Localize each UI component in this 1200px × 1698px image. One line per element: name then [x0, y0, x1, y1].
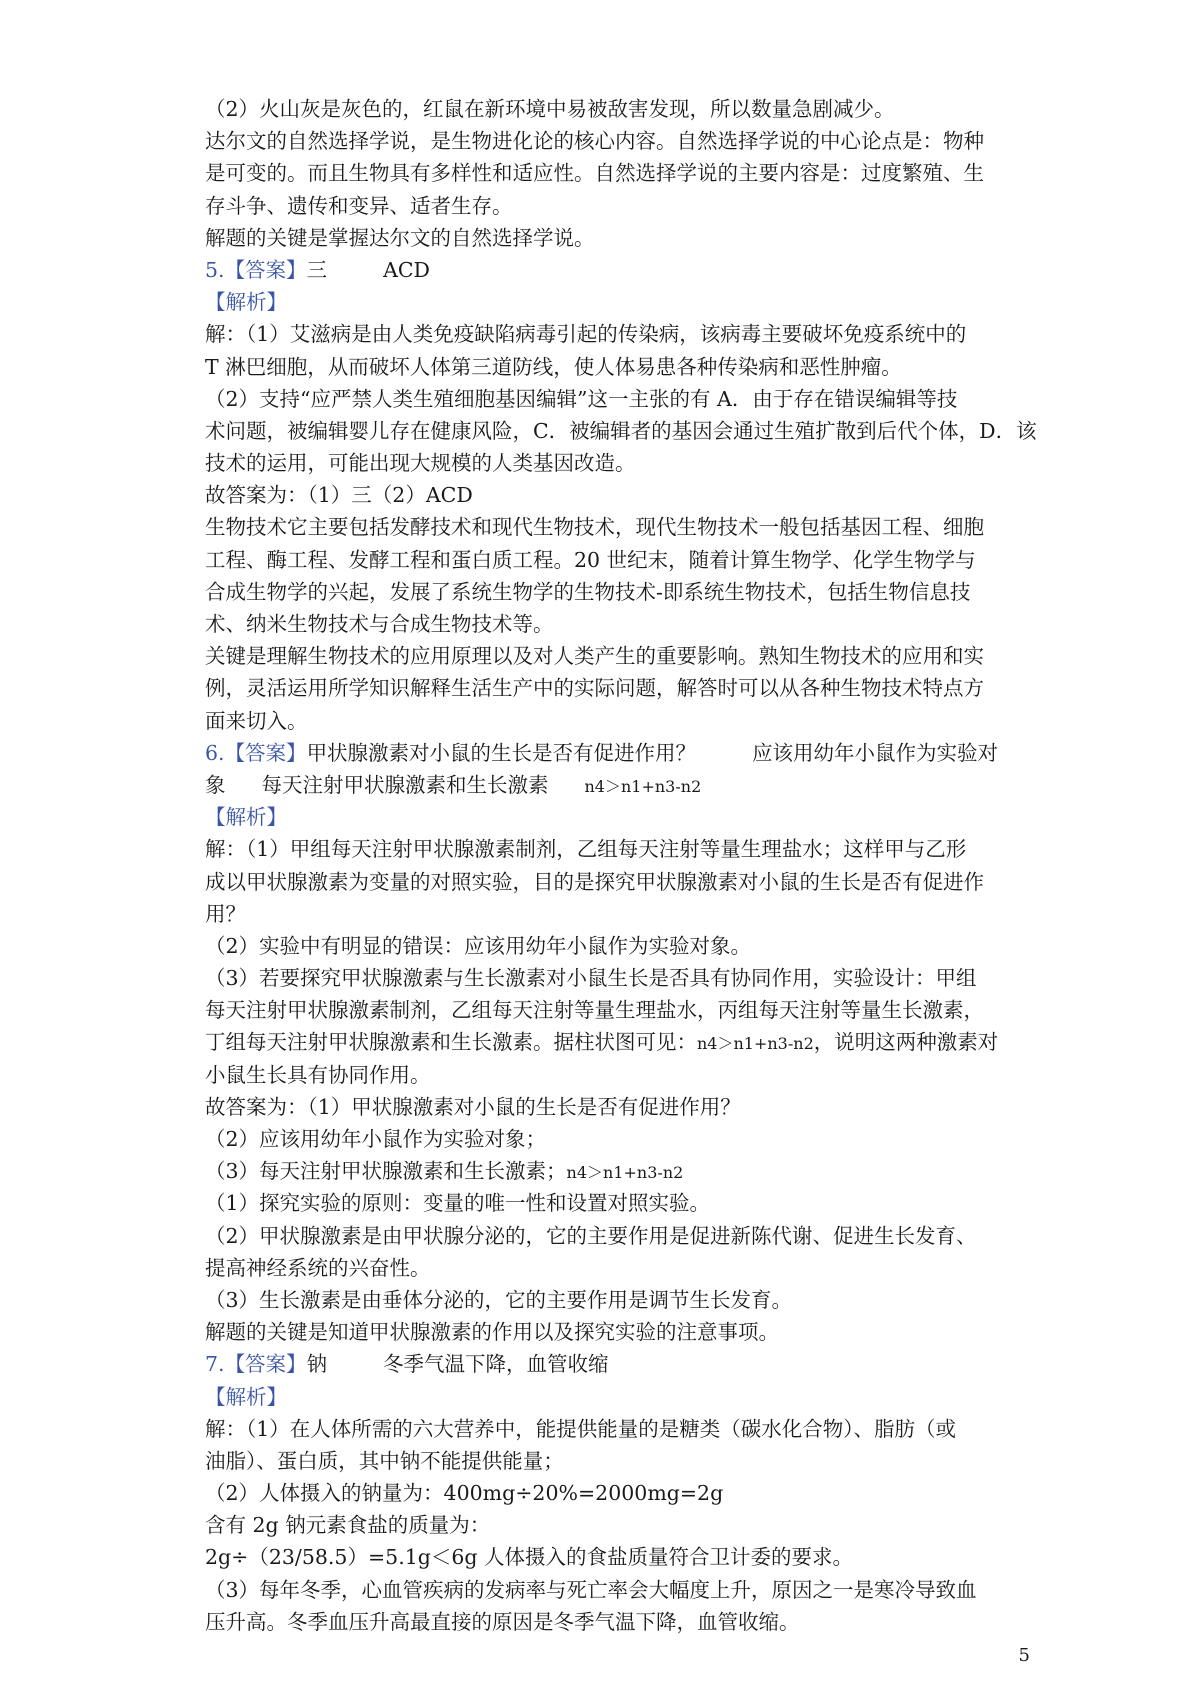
- q7-line-7: 压升高。冬季血压升高最直接的原因是冬季气温下降，血管收缩。: [205, 1609, 800, 1634]
- q5-answer-1: 三: [306, 257, 328, 282]
- q6-answer-tag: 【答案】: [224, 740, 307, 765]
- q6-answer-3: 每天注射甲状腺激素和生长激素: [261, 772, 549, 797]
- q7-analysis-tag: 【解析】: [205, 1384, 287, 1409]
- q5-analysis-tag: 【解析】: [205, 290, 287, 315]
- q5-line-13: 面来切入。: [205, 708, 308, 733]
- q4-line-1: （2）火山灰是灰色的，红鼠在新环境中易被敌害发现，所以数量急剧减少。: [205, 97, 895, 121]
- q5-line-1: 解：（1）艾滋病是由人类免疫缺陷病毒引起的传染病，该病毒主要破坏免疫系统中的: [205, 322, 967, 347]
- q5-line-8: 工程、酶工程、发酵工程和蛋白质工程。20 世纪末，随着计算生物学、化学生物学与: [205, 547, 976, 572]
- q7-line-6: （3）每年冬季，心血管疾病的发病率与死亡率会大幅度上升，原因之一是寒冷导致血: [205, 1577, 977, 1602]
- q6-line-5: （3）若要探究甲状腺激素与生长激素对小鼠生长是否具有协同作用，实验设计：甲组: [205, 966, 977, 991]
- q7-line-5: 2g÷（23/58.5）=5.1g＜6g 人体摄入的食盐质量符合卫计委的要求。: [205, 1545, 854, 1570]
- q6-line-11a: （3）每天注射甲状腺激素和生长激素；: [205, 1159, 567, 1184]
- q6-number: 6.: [205, 740, 225, 765]
- q5-line-5: 技术的运用，可能出现大规模的人类基因改造。: [205, 451, 636, 476]
- q4-line-3: 是可变的。而且生物具有多样性和适应性。自然选择学说的主要内容是：过度繁殖、生: [205, 161, 984, 186]
- q6-line-7a: 丁组每天注射甲状腺激素和生长激素。据柱状图可见：: [205, 1030, 697, 1055]
- q6-answer-line-2: [205, 769, 1020, 801]
- q7-answer-1: 钠: [306, 1352, 328, 1377]
- q5-answer-tag: 【答案】: [224, 257, 307, 282]
- q6-line-13: （2）甲状腺激素是由甲状腺分泌的，它的主要作用是促进新陈代谢、促进生长发育、: [205, 1223, 977, 1248]
- q6-line-12: （1）探究实验的原则：变量的唯一性和设置对照实验。: [205, 1191, 711, 1216]
- q7-answer-tag: 【答案】: [224, 1352, 307, 1377]
- q7-line-2: 油脂）、蛋白质，其中钠不能提供能量；: [205, 1448, 564, 1473]
- q6-line-14: 提高神经系统的兴奋性。: [205, 1255, 431, 1280]
- q4-line-4: 存斗争、遗传和变异、适者生存。: [205, 193, 513, 218]
- q5-answer-line: [205, 254, 1020, 286]
- q5-number: 5.: [205, 257, 225, 282]
- q7-answer-line: [205, 1348, 1020, 1380]
- q6-line-2: 成以甲状腺激素为变量的对照实验，目的是探究甲状腺激素对小鼠的生长是否有促进作: [205, 869, 984, 894]
- q5-line-10: 术、纳米生物技术与合成生物技术等。: [205, 612, 554, 636]
- q5-line-3: （2）支持“应严禁人类生殖细胞基因编辑”这一主张的有 A．由于存在错误编辑等技: [205, 386, 958, 411]
- q5-answer-2: ACD: [383, 257, 430, 282]
- q6-line-6: 每天注射甲状腺激素制剂，乙组每天注射等量生理盐水，丙组每天注射等量生长激素，: [205, 998, 984, 1023]
- q5-line-7: 生物技术它主要包括发酵技术和现代生物技术，现代生物技术一般包括基因工程、细胞: [205, 515, 984, 540]
- q6-answer-1: 甲状腺激素对小鼠的生长是否有促进作用？: [306, 740, 697, 765]
- q6-line-7: [205, 1026, 1020, 1058]
- q6-line-16: 解题的关键是知道甲状腺激素的作用以及探究实验的注意事项。: [205, 1320, 779, 1345]
- q5-line-9: 合成生物学的兴起，发展了系统生物学的生物技术-即系统生物技术，包括生物信息技: [205, 579, 971, 604]
- q6-answer-2a: 应该用幼年小鼠作为实验对: [752, 740, 999, 765]
- page-body: [205, 93, 1037, 1638]
- q4-line-2: 达尔文的自然选择学说，是生物进化论的核心内容。自然选择学说的中心论点是：物种: [205, 129, 984, 154]
- q6-line-11b-formula: n4＞n1+n3-n2: [566, 1163, 684, 1183]
- q5-line-6: 故答案为：（1）三（2）ACD: [205, 483, 473, 508]
- q7-number: 7.: [205, 1352, 225, 1377]
- q7-line-1: 解：（1）在人体所需的六大营养中，能提供能量的是糖类（碳水化合物）、脂肪（或: [205, 1416, 957, 1441]
- q6-line-10: （2）应该用幼年小鼠作为实验对象；: [205, 1127, 547, 1151]
- q4-line-5: 解题的关键是掌握达尔文的自然选择学说。: [205, 225, 595, 250]
- q6-line-7c: ，说明这两种激素对: [813, 1030, 999, 1055]
- q7-line-4: 含有 2g 钠元素食盐的质量为：: [205, 1513, 491, 1538]
- q7-line-3: （2）人体摄入的钠量为：400mg÷20%=2000mg=2g: [205, 1481, 724, 1506]
- q6-line-9: 故答案为：（1）甲状腺激素对小鼠的生长是否有促进作用？: [205, 1094, 741, 1119]
- q5-line-12: 例，灵活运用所学知识解释生活生产中的实际问题，解答时可以从各种生物技术特点方: [205, 676, 984, 701]
- q6-line-8: 小鼠生长具有协同作用。: [205, 1062, 431, 1087]
- page-number: 5: [1018, 1645, 1030, 1666]
- q6-line-4: （2）实验中有明显的错误：应该用幼年小鼠作为实验对象。: [205, 933, 752, 958]
- q6-line-3: 用？: [205, 901, 246, 926]
- q5-line-4: 术问题，被编辑婴儿存在健康风险，C．被编辑者的基因会通过生殖扩散到后代个体，D．该: [205, 418, 1037, 443]
- q6-answer-4: n4＞n1+n3-n2: [584, 776, 702, 796]
- q5-line-2: T 淋巴细胞，从而破坏人体第三道防线，使人体易患各种传染病和恶性肿瘤。: [205, 354, 902, 379]
- q6-line-11: [205, 1155, 1020, 1187]
- q7-answer-2: 冬季气温下降，血管收缩: [383, 1352, 609, 1377]
- q6-line-15: （3）生长激素是由垂体分泌的，它的主要作用是调节生长发育。: [205, 1287, 793, 1312]
- q6-answer-2b: 象: [205, 772, 226, 797]
- q6-analysis-tag: 【解析】: [205, 805, 287, 830]
- q6-line-7b-formula: n4＞n1+n3-n2: [697, 1034, 814, 1054]
- q6-line-1: 解：（1）甲组每天注射甲状腺激素制剂，乙组每天注射等量生理盐水；这样甲与乙形: [205, 837, 967, 862]
- q6-answer-line: [205, 737, 1020, 769]
- q5-line-11: 关键是理解生物技术的应用原理以及对人类产生的重要影响。熟知生物技术的应用和实: [205, 644, 984, 669]
